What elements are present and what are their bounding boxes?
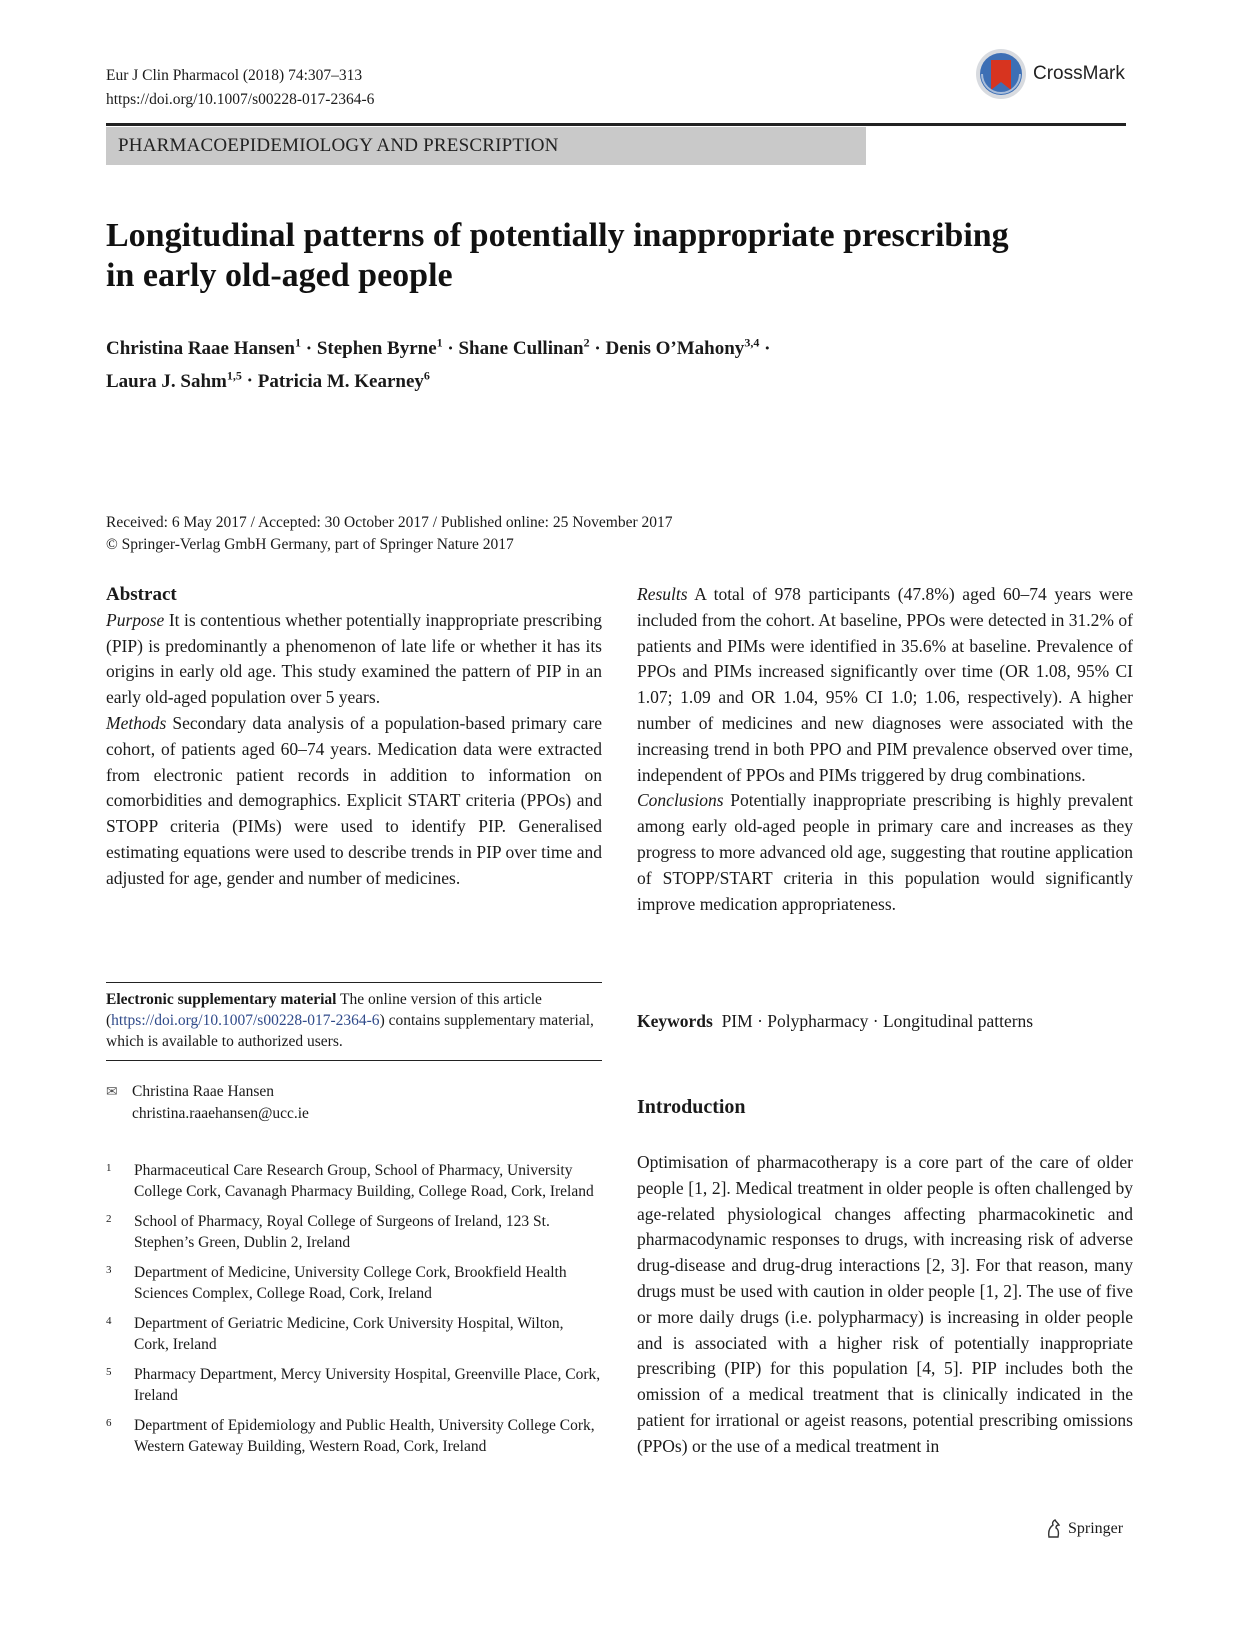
envelope-icon: ✉ [106,1084,118,1100]
supplementary-link[interactable]: https://doi.org/10.1007/s00228-017-2364-6 [111,1012,380,1029]
contact-email[interactable]: christina.raaehansen@ucc.ie [132,1105,309,1122]
author[interactable]: Patricia M. Kearney$^6$ [257,368,430,392]
affiliation-item: 4 Department of Geriatric Medicine, Cork University Hospital, Wilton, Cork, Ireland [106,1315,564,1353]
abstract-results: Results A total of 978 participants (47.8%) aged 60–74 years were included from the cohort. At baseline, PPOs were detected in 31.2% of patients and PIMs were identified in 35.6% at baseline. Prevalence of PPOs and PIMs increased significantly over time (OR 1.08, 95% CI 1.07; 1.09 and OR 1.04, 95% CI 1.0; 1.06, respectively). A higher number of medicines and new diagnoses were associated with the increasing trend in both PPO and PIM prevalence observed over time, independent of PPOs and PIMs triggered by drug combinations. [637,584,1133,785]
journal-citation [106,64,374,112]
keywords-text: PIM · Polypharmacy · Longitudinal patterns [721,1011,1034,1031]
corresponding-author [106,1081,309,1124]
affiliation-item: 2 School of Pharmacy, Royal College of Surgeons of Ireland, 123 St. Stephen’s Green, Dublin 2, Ireland [106,1213,550,1251]
crossmark-icon [975,48,1027,100]
publisher-name: Springer [1068,1520,1124,1537]
copyright-line: © Springer-Verlag GmbH Germany, part of Springer Nature 2017 [106,536,514,553]
supplementary-material-note: Electronic supplementary material The online version of this article (https://doi.org/10.1007/s00228-017-2364-6) contains supplementary material, which is available to authorized users. [106,982,602,1061]
crossmark-badge[interactable] [975,48,1125,100]
contact-name: Christina Raae Hansen [132,1083,275,1100]
journal-line: Eur J Clin Pharmacol (2018) 74:307–313 [106,67,363,84]
author[interactable]: Denis O’Mahony$^{3,4}$ [605,336,760,360]
springer-horse-icon [1045,1519,1063,1539]
affiliation-item: 1 Pharmaceutical Care Research Group, School of Pharmacy, University College Cork, Cavanagh Pharmacy Building, College Road, Cork, Ireland [106,1162,594,1200]
header-rule [106,123,1126,126]
dates-line: Received: 6 May 2017 / Accepted: 30 October 2017 / Published online: 25 November 2017 [106,514,673,531]
abstract-right-column [637,582,1133,917]
publication-dates [106,512,673,556]
crossmark-label: CrossMark [1033,63,1125,84]
author-list: Christina Raae Hansen$^1$ · Stephen Byrne$^1$ · Shane Cullinan$^2$ · Denis O’Mahony$^{3,4}$ · Laura J. Sahm$^{1,5}$ · Patricia M. Kearney$^6$ [106,336,771,392]
author[interactable]: Christina Raae Hansen$^1$ [106,336,301,360]
affiliation-item: 3 Department of Medicine, University College Cork, Brookfield Health Sciences Complex, College Road, Cork, Ireland [106,1264,567,1302]
affiliation-list [106,1160,602,1466]
abstract-conclusions: Conclusions Potentially inappropriate prescribing is highly prevalent among early old-aged people in primary care and increases as they progress to more advanced old age, suggesting that routine application of STOPP/START criteria in this population would significantly improve medication appropriateness. [637,790,1133,914]
introduction-heading: Introduction [637,1096,746,1118]
introduction-text: Optimisation of pharmacotherapy is a core part of the care of older people [1, 2]. Medical treatment in older people is often challenged by age-related physiological changes affecting pharmacokinetic and pharmacodynamic responses to drugs, with increasing risk of adverse drug-disease and drug-drug interactions [2, 3]. For that reason, many drugs must be used with caution in older people [1, 2]. The use of five or more daily drugs (i.e. polypharmacy) is increasing in older people and is associated with a higher risk of potentially inappropriate prescribing (PIP) for this population [4, 5]. PIP includes both the omission of a medical treatment that is clinically indicated in the patient for irrational or ageist reasons, potential prescribing omissions (PPOs) or the use of a medical treatment in [637,1152,1133,1456]
affiliation-item: 5 Pharmacy Department, Mercy University Hospital, Greenville Place, Cork, Ireland [106,1366,601,1404]
abstract-left-column [106,582,602,892]
author[interactable]: Laura J. Sahm$^{1,5}$ [106,368,242,392]
title-line-1: Longitudinal patterns of potentially inappropriate prescribing [106,217,1009,254]
article-title [106,216,1106,296]
doi-line[interactable]: https://doi.org/10.1007/s00228-017-2364-6 [106,91,375,108]
abstract-purpose: Purpose It is contentious whether potentially inappropriate prescribing (PIP) is predominantly a phenomenon of late life or whether it has its origins in early old age. This study examined the pattern of PIP in an early old-aged population over 5 years. [106,609,602,708]
author[interactable]: Shane Cullinan$^2$ [458,336,590,360]
affiliation-item: 6 Department of Epidemiology and Public Health, University College Cork, Western Gateway Building, Western Road, Cork, Ireland [106,1417,595,1455]
publisher-logo [1045,1519,1123,1539]
keywords-label: Keywords [637,1011,713,1031]
title-line-2: in early old-aged people [106,257,453,294]
author[interactable]: Stephen Byrne$^1$ [316,336,443,360]
abstract-methods: Methods Secondary data analysis of a population-based primary care cohort, of patients aged 60–74 years. Medication data were extracted from electronic patient records in addition to information on comorbidities and demographics. Explicit START criteria (PPOs) and STOPP criteria (PIMs) were used to identify PIP. Generalised estimating equations were used to describe trends in PIP over time and adjusted for age, gender and number of medicines. [106,712,602,888]
section-label: PHARMACOEPIDEMIOLOGY AND PRESCRIPTION [106,127,866,165]
abstract-heading: Abstract [106,584,177,605]
keywords [637,1009,1033,1034]
